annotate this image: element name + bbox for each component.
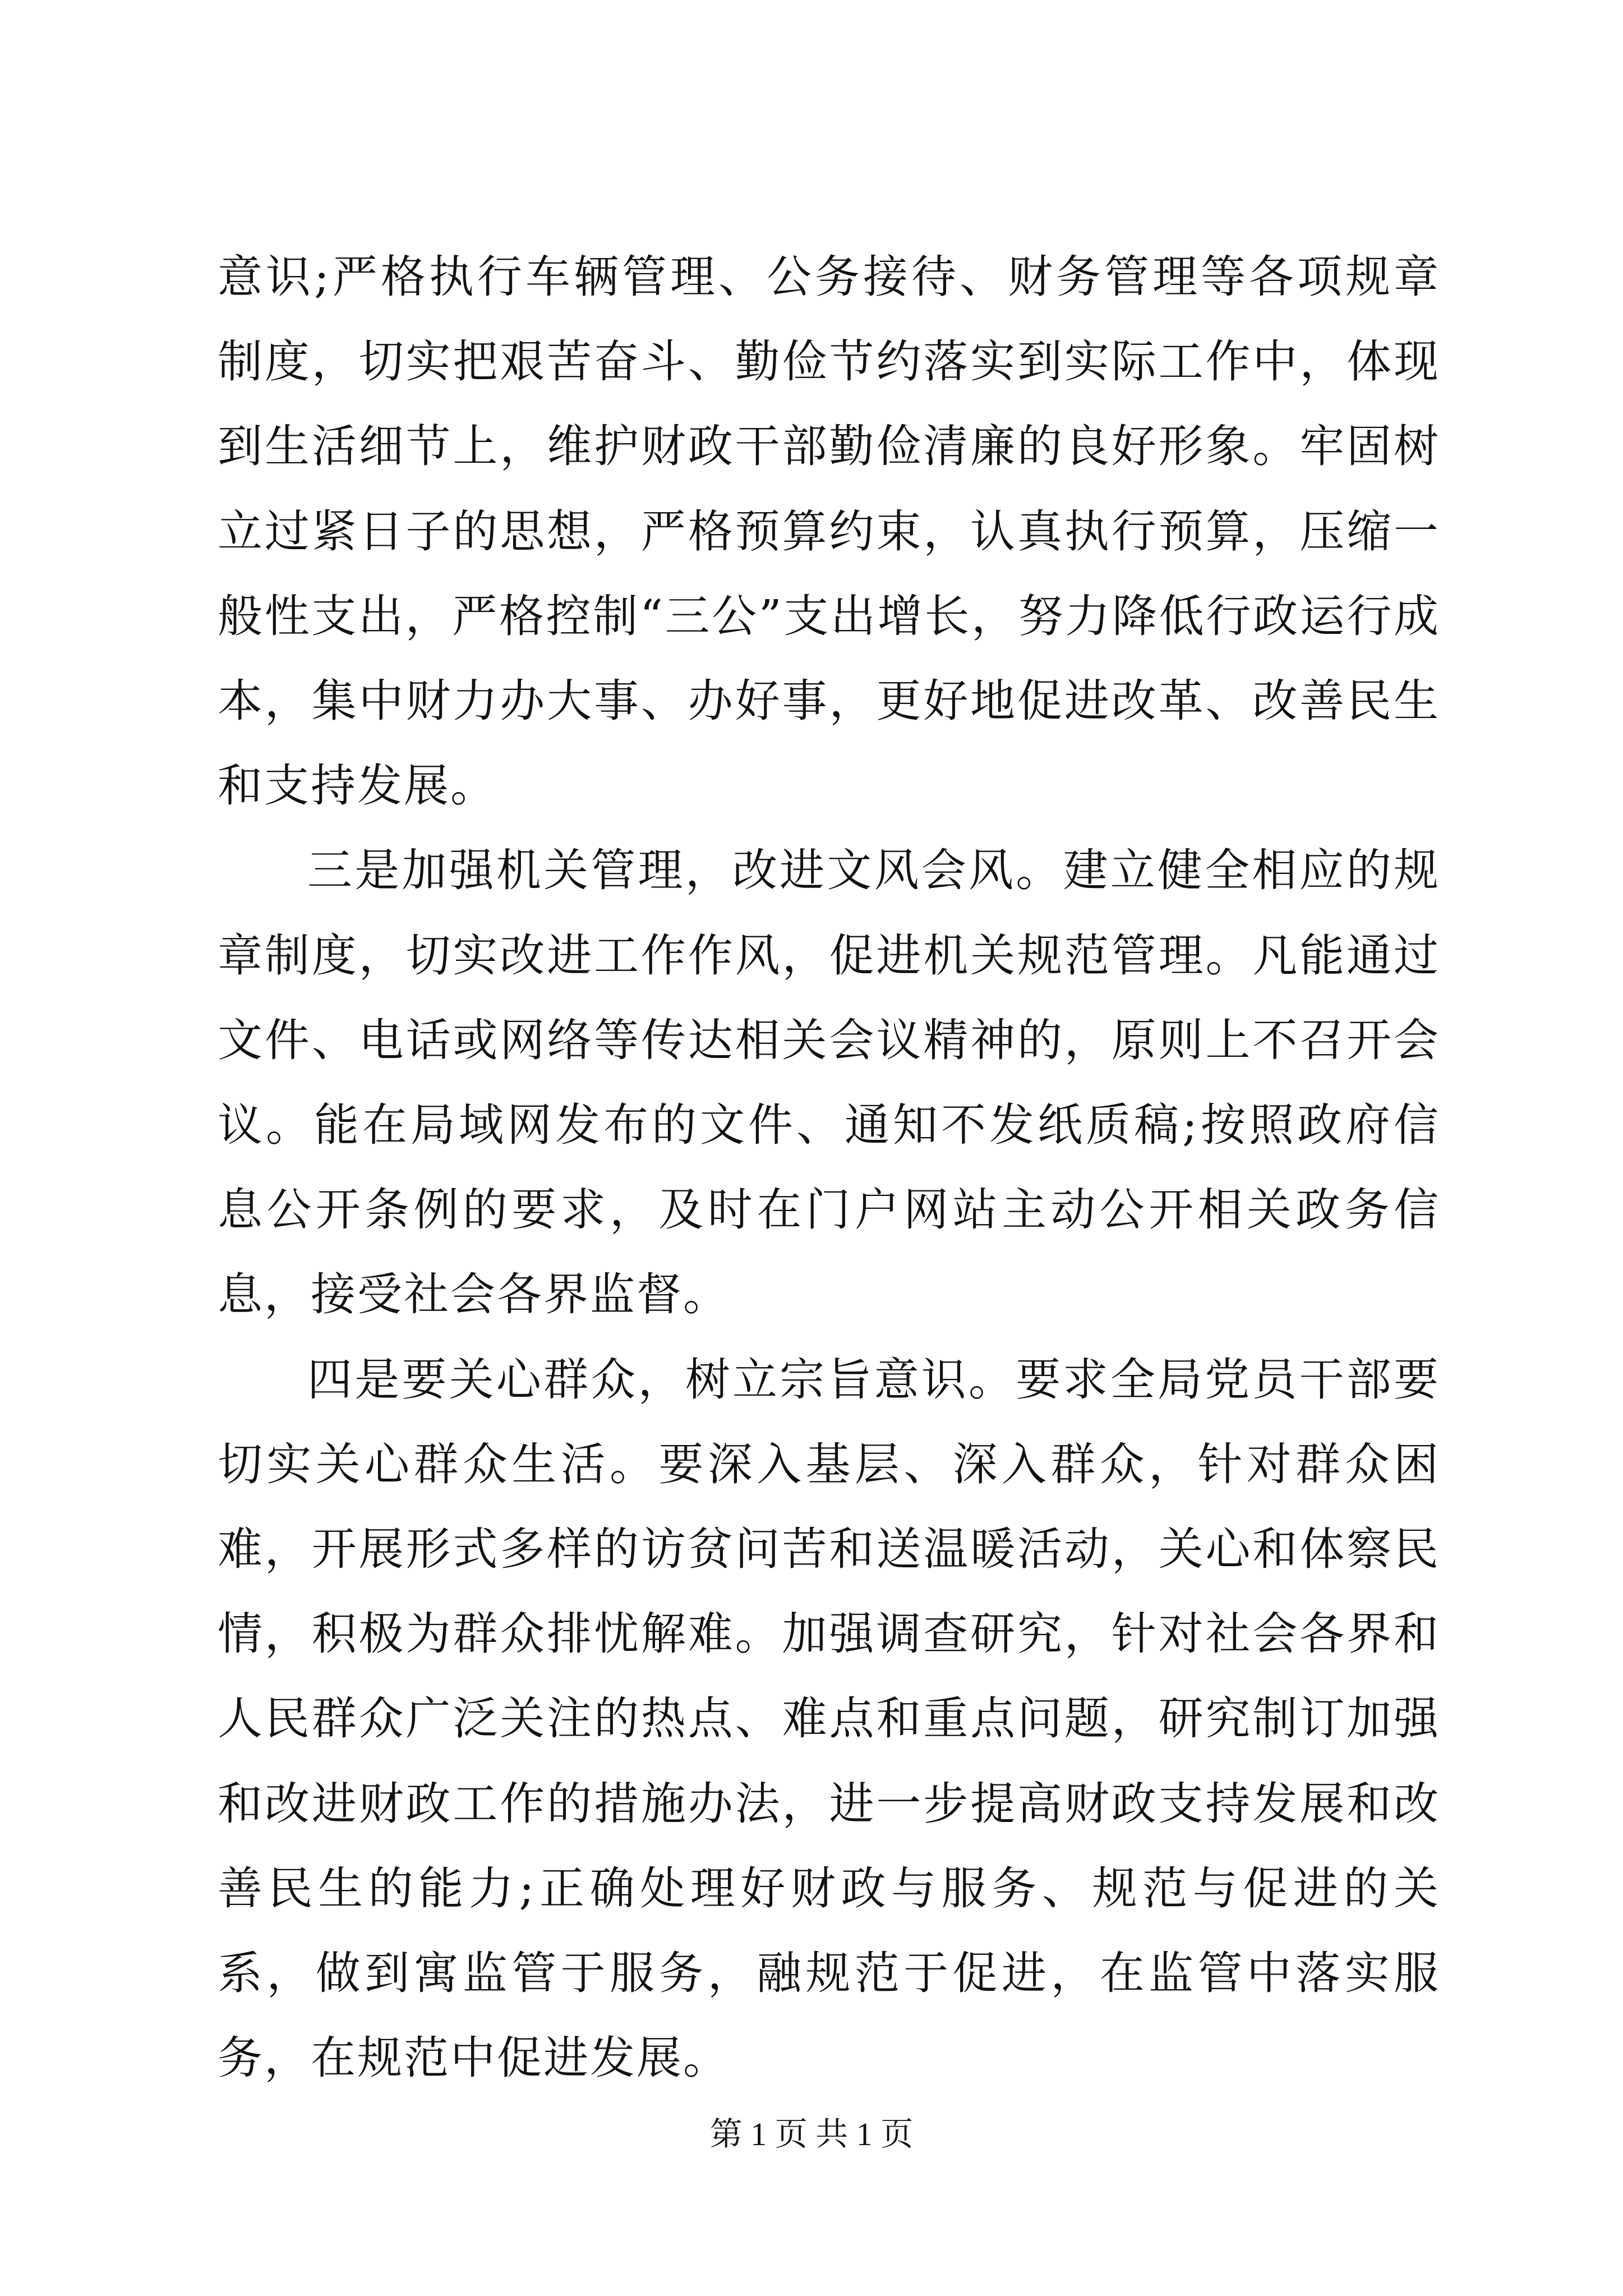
paragraph-continuation: 意识;严格执行车辆管理、公务接待、财务管理等各项规章制度，切实把艰苦奋斗、勤俭节约落实到实际工作中，体现到生活细节上，维护财政干部勤俭清廉的良好形象。牢固树立过紧日子的思想，严格预算约束，认真执行预算，压缩一般性支出，严格控制“三公”支出增长，努力降低行政运行成本，集中财力办大事、办好事，更好地促进改革、改善民生和支持发展。	[218, 251, 1440, 812]
paragraph-item-three: 三是加强机关管理，改进文风会风。建立健全相应的规章制度，切实改进工作作风，促进机关规范管理。凡能通过文件、电话或网络等传达相关会议精神的，原则上不召开会议。能在局域网发布的文件、通知不发纸质稿;按照政府信息公开条例的要求，及时在门户网站主动公开相关政务信息，接受社会各界监督。	[218, 844, 1440, 1321]
document-body	[218, 234, 1440, 2100]
page-number-footer: 第 1 页 共 1 页	[709, 2116, 914, 2152]
paragraph-item-four: 四是要关心群众，树立宗旨意识。要求全局党员干部要切实关心群众生活。要深入基层、深入群众，针对群众困难，开展形式多样的访贫问苦和送温暖活动，关心和体察民情，积极为群众排忧解难。加强调查研究，针对社会各界和人民群众广泛关注的热点、难点和重点问题，研究制订加强和改进财政工作的措施办法，进一步提高财政支持发展和改善民生的能力;正确处理好财政与服务、规范与促进的关系，做到寓监管于服务，融规范于促进，在监管中落实服务，在规范中促进发展。	[218, 1353, 1440, 2085]
